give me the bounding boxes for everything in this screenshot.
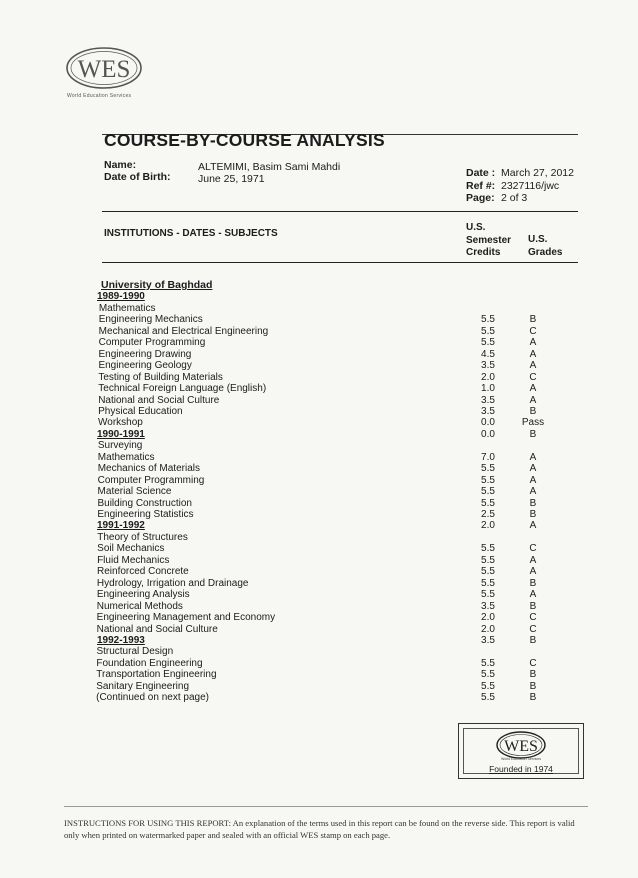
course-grade: Pass [521,417,545,429]
course-row [0,417,638,429]
footer-rule [64,806,588,807]
stamp-subtitle: World Education Services [500,757,541,761]
course-name: Building Construction [97,497,192,509]
course-credits: 2.0 [481,623,495,635]
credits-header-line: Semester [466,234,512,246]
course-name: Engineering Management and Economy [96,612,276,624]
dob-label: Date of Birth: [104,171,171,183]
course-row [0,646,638,658]
course-credits: 5.5 [481,474,495,486]
page-value: 2 of 3 [501,192,528,204]
course-name: (Continued on next page) [96,692,209,704]
course-credits: 7.0 [481,451,495,463]
course-credits: 5.5 [481,554,495,566]
course-grade: B [529,405,537,417]
course-grade: A [529,360,537,372]
grades-column-header [528,234,562,259]
course-row [0,372,638,384]
dob-value: June 25, 1971 [198,173,265,185]
section-heading: INSTITUTIONS - DATES - SUBJECTS [104,228,278,239]
course-row [0,532,638,544]
course-credits: 5.5 [481,463,495,475]
course-name: Mechanical and Electrical Engineering [98,325,269,337]
year-row [0,635,638,647]
institution-row [0,280,638,292]
course-row [0,475,638,487]
course-grade: A [529,486,537,498]
course-credits: 5.5 [481,577,495,589]
course-credits: 2.5 [481,509,495,520]
course-credits: 3.5 [481,394,495,406]
course-credits: 5.5 [481,314,495,326]
course-row [0,452,638,464]
year-row [0,291,638,303]
course-credits: 2.0 [481,612,495,624]
course-name: Hydrology, Irrigation and Drainage [96,577,249,589]
footer-instructions [64,817,584,841]
course-row [0,360,638,372]
course-row [0,566,638,578]
footer-lead: INSTRUCTIONS FOR USING THIS REPORT: [64,818,231,828]
course-name: Technical Foreign Language (English) [98,383,267,395]
course-credits: 3.5 [481,634,495,646]
course-grade: B [529,314,537,326]
course-grade: B [529,600,537,612]
course-grade: C [529,543,537,555]
course-grade: A [529,520,537,532]
course-grade: C [529,325,537,337]
course-row [0,612,638,624]
course-grade: B [529,634,537,646]
course-grade: B [529,577,537,589]
course-name: Soil Mechanics [97,543,165,555]
course-row [0,463,638,475]
course-name: Numerical Methods [96,600,183,612]
course-credits: 5.5 [481,486,495,498]
course-row [0,624,638,636]
course-grade: B [529,692,537,704]
stamp-logo [495,730,547,760]
column-rule [102,262,578,263]
course-credits: 2.0 [481,371,495,383]
course-name: Testing of Building Materials [98,371,223,383]
name-value: ALTEMIMI, Basim Sami Mahdi [198,161,341,173]
course-name: Material Science [97,486,172,498]
year-heading: 1991-1992 [97,520,145,532]
page-title: COURSE-BY-COURSE ANALYSIS [104,130,385,150]
course-credits: 3.5 [481,405,495,417]
course-name: Engineering Statistics [97,509,194,520]
course-credits: 5.5 [481,669,495,681]
course-credits: 5.5 [481,657,495,669]
course-name: Engineering Geology [98,360,192,372]
course-name: Foundation Engineering [96,657,203,669]
course-grade: B [529,497,537,509]
ref-value: 2327116/jwc [501,180,560,192]
course-row [0,349,638,361]
name-label: Name: [104,159,137,171]
grades-header-line: U.S. [528,234,548,245]
wes-logo-subtitle: World Education Services [67,93,132,99]
course-row [0,543,638,555]
grades-header-line: Grades [528,246,563,258]
ref-label: Ref #: [466,180,496,192]
course-credits: 3.5 [481,600,495,612]
course-credits: 5.5 [481,325,495,337]
course-row [0,509,638,521]
course-credits: 5.5 [481,566,495,578]
course-grade: A [529,554,537,566]
credits-header-line: U.S. [466,222,486,233]
course-credits: 3.5 [481,360,495,372]
course-name: Structural Design [96,646,174,658]
course-row [0,440,638,452]
credits-column-header [466,222,511,260]
course-grade: A [529,463,537,475]
course-row [0,486,638,498]
course-row [0,498,638,510]
course-credits: 5.5 [481,543,495,555]
course-row [0,303,638,315]
course-name: National and Social Culture [96,623,218,635]
wes-logo [64,44,146,97]
course-name: Reinforced Concrete [97,566,189,578]
course-credits: 5.5 [481,692,495,704]
course-credits: 0.0 [481,417,495,429]
course-name: Computer Programming [98,337,206,349]
page-label: Page: [466,192,495,204]
course-credits: 5.5 [481,589,495,601]
course-row [0,337,638,349]
course-row [0,692,638,704]
course-name: Engineering Analysis [96,589,190,601]
course-name: Workshop [98,417,143,429]
course-grade: A [529,451,537,463]
course-row [0,658,638,670]
course-credits: 4.5 [481,348,495,360]
course-row [0,326,638,338]
year-heading: 1989-1990 [97,291,145,303]
wes-logo-text: WES [77,56,131,83]
course-grade: B [529,428,537,440]
course-grade: B [529,680,537,692]
course-row [0,681,638,693]
course-row [0,406,638,418]
course-name: Physical Education [98,405,183,417]
course-grade: A [529,348,537,360]
course-row [0,395,638,407]
institution-name: University of Baghdad [101,279,213,291]
wes-stamp [458,723,584,779]
course-row [0,589,638,601]
course-name: Theory of Structures [97,531,188,543]
course-name: Engineering Mechanics [98,314,203,326]
course-name: Sanitary Engineering [96,680,190,692]
course-credits: 5.5 [481,497,495,509]
course-name: Surveying [97,440,143,452]
course-row [0,601,638,613]
course-credits: 5.5 [481,680,495,692]
course-grade: C [529,371,537,383]
course-name: Mathematics [97,451,155,463]
course-credits: 0.0 [481,428,495,440]
course-grade: A [529,566,537,578]
course-row [0,578,638,590]
course-grade: A [529,394,537,406]
year-heading: 1992-1993 [97,634,145,646]
credits-header-line: Credits [466,247,501,258]
course-row [0,555,638,567]
date-label: Date : [466,167,496,179]
course-credits: 5.5 [481,337,495,349]
stamp-logo-text: WES [504,738,538,755]
course-name: Mechanics of Materials [97,463,200,475]
course-name: Computer Programming [97,474,205,486]
course-grade: A [529,589,537,601]
course-name: Transportation Engineering [96,669,217,681]
course-credits: 2.0 [481,520,495,532]
year-row [0,520,638,532]
header-rule [102,211,578,212]
course-name: Fluid Mechanics [97,554,170,566]
year-heading: 1990-1991 [97,428,145,440]
course-grade: A [529,383,537,395]
course-grade: B [529,669,537,681]
course-credits: 1.0 [481,383,495,395]
year-row [0,429,638,441]
course-grade: C [529,612,537,624]
course-grade: C [529,657,537,669]
course-name: National and Social Culture [98,394,220,406]
course-grade: B [529,509,537,520]
course-name: Mathematics [98,302,156,314]
footer-text: An explanation of the terms used in this report can be found on the reverse side. This report is valid only when printed on watermarked paper and sealed with an official WES stamp on each page. [64,818,575,840]
course-name: Engineering Drawing [98,348,192,360]
date-value: March 27, 2012 [501,167,574,179]
course-grade: A [529,337,537,349]
course-row [0,314,638,326]
course-grade: A [529,474,537,486]
course-row [0,669,638,681]
stamp-founded: Founded in 1974 [489,764,553,774]
course-row [0,383,638,395]
course-grade: C [529,623,537,635]
